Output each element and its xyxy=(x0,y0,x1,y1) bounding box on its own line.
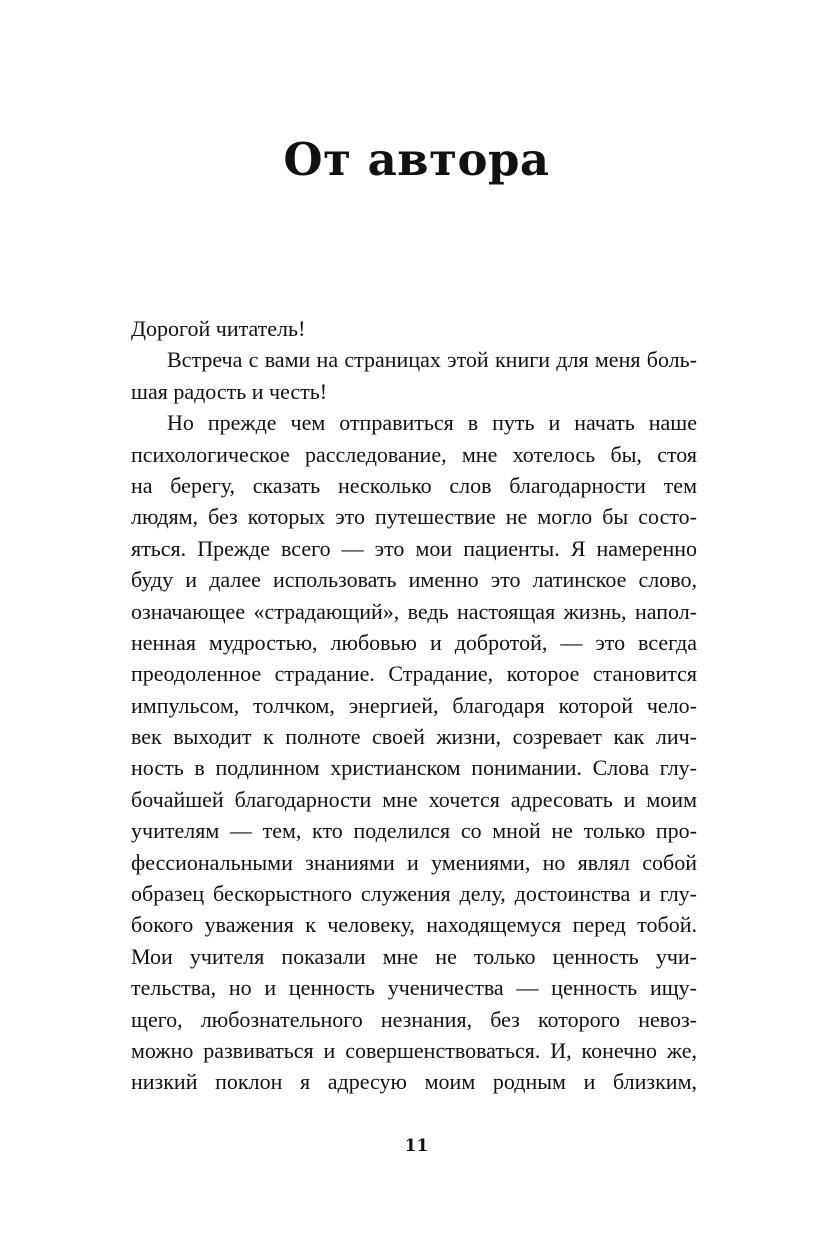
text-line: бочайшей благодарности мне хочется адресовать и моим xyxy=(131,786,697,812)
text-line: психологическое расследование, мне хотелось бы, стоя xyxy=(131,441,697,467)
text-line: учителям — тем, кто поделился со мной не только про- xyxy=(131,818,697,844)
page-number: 11 xyxy=(404,1136,429,1156)
text-line: импульсом, толчком, энергией, благодаря которой чело- xyxy=(131,692,697,718)
text-line-salutation: Дорогой читатель! xyxy=(131,316,306,341)
text-line: бокого уважения к человеку, находящемуся перед тобой. xyxy=(131,912,697,938)
text-line: шая радость и честь! xyxy=(131,378,328,404)
text-line: щего, любознательного незнания, без которого невоз- xyxy=(131,1006,697,1032)
chapter-title: От автора xyxy=(283,133,550,186)
text-line: означающее «страдающий», ведь настоящая жизнь, напол- xyxy=(131,598,697,624)
text-line: ненная мудростью, любовью и добротой, — это всегда xyxy=(131,629,697,655)
text-line: можно развиваться и совершенствоваться. И, конечно же, xyxy=(131,1037,697,1063)
text-line: преодоленное страдание. Страдание, которое становится xyxy=(131,661,697,687)
text-line: низкий поклон я адресую моим родным и близким, xyxy=(131,1069,697,1095)
body-text xyxy=(131,313,697,1098)
text-line: ность в подлинном христианском понимании. Слова глу- xyxy=(131,755,697,781)
text-line: буду и далее использовать именно это латинское слово, xyxy=(131,567,697,593)
text-line: яться. Прежде всего — это мои пациенты. Я намеренно xyxy=(131,535,697,561)
text-line: Мои учителя показали мне не только ценность учи- xyxy=(131,943,697,969)
text-line: век выходит к полноте своей жизни, созревает как лич- xyxy=(131,724,697,750)
text-line: фессиональными знаниями и умениями, но являл собой xyxy=(131,849,697,875)
text-line: людям, без которых это путешествие не могло бы состо- xyxy=(131,504,697,530)
text-line: образец бескорыстного служения делу, достоинства и глу- xyxy=(131,881,697,907)
text-line: на берегу, сказать несколько слов благодарности тем xyxy=(131,472,697,498)
text-line: тельства, но и ценность ученичества — ценность ищу- xyxy=(131,975,697,1001)
text-line: Но прежде чем отправиться в путь и начать наше xyxy=(167,410,697,436)
text-line: Встреча с вами на страницах этой книги для меня боль- xyxy=(167,347,697,373)
